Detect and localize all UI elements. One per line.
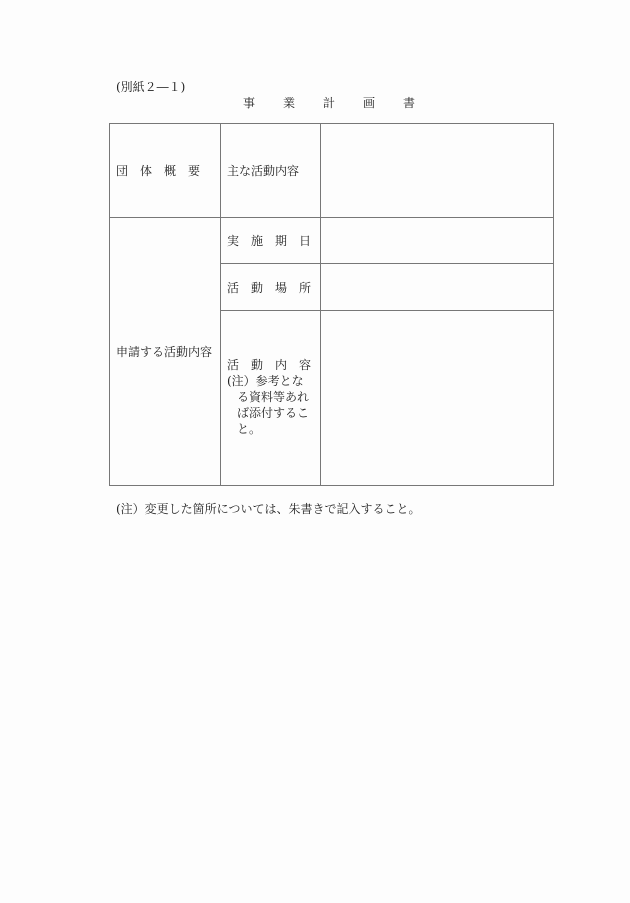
value-activity-content[interactable] (321, 311, 554, 486)
value-main-activities[interactable] (321, 124, 554, 218)
section-applied-activity: 申請する活動内容 (110, 218, 221, 486)
section-org-overview: 団 体 概 要 (110, 124, 221, 218)
plan-table (109, 123, 554, 486)
value-activity-location[interactable] (321, 264, 554, 311)
title-char: 画 (363, 96, 376, 110)
title-char: 業 (283, 96, 296, 110)
footnote: (注）変更した箇所については、朱書きで記入すること。 (116, 502, 421, 516)
title-char: 事 (243, 96, 256, 110)
field-implementation-date: 実 施 期 日 (221, 218, 321, 264)
note-line: と。 (237, 422, 262, 436)
title-char: 計 (323, 96, 336, 110)
document-title (243, 94, 443, 111)
note-line: ば添付するこ (237, 406, 310, 420)
field-activity-location: 活 動 場 所 (221, 264, 321, 311)
field-activity-content (221, 311, 321, 486)
value-implementation-date[interactable] (321, 218, 554, 264)
note-line: (注）参考とな (227, 374, 304, 388)
note-line: る資料等あれ (237, 390, 310, 404)
title-char: 書 (403, 96, 416, 110)
annex-label: (別紙２―１) (116, 80, 186, 94)
field-main-activities: 主な活動内容 (221, 124, 321, 218)
field-activity-content-label: 活 動 内 容 (227, 358, 312, 372)
